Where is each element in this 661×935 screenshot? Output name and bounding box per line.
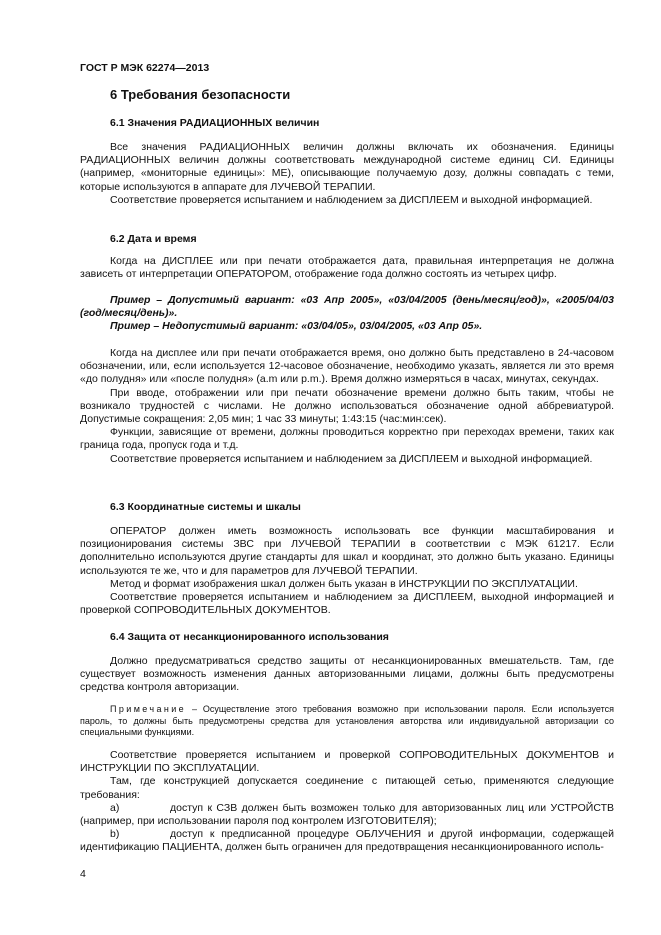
list-item-label: a) — [110, 801, 120, 814]
page-header: ГОСТ Р МЭК 62274—2013 — [80, 62, 210, 74]
paragraph: ОПЕРАТОР должен иметь возможность использовать все функции масштабирования и позиционирования системы ЗВС при ЛУЧЕВОЙ ТЕРАПИИ в соответствии с МЭК 61217. Если дополнительно используются другие стандарты для шкал и координат, это должно быть указано. Единицы используются те же, что и для параметров для ЛУЧЕВОЙ ТЕРАПИИ. — [80, 525, 614, 577]
note-text: – Осуществление этого требования возможно при использовании пароля. Если используется пароль, то должны быть предусмотрены средства для установления авторства или индивидуальной авторизации со специальными функциями. — [80, 704, 614, 738]
section-6-3-title: 6.3 Координатные системы и шкалы — [110, 501, 301, 513]
section-6-4-paragraph — [80, 655, 614, 695]
paragraph: Функции, зависящие от времени, должны проводиться корректно при переходах времени, таких как граница года, пропуск года и т.д. — [80, 426, 614, 452]
paragraph: Соответствие проверяется испытанием и наблюдением за ДИСПЛЕЕМ, выходной информацией и проверкой СОПРОВОДИТЕЛЬНЫХ ДОКУМЕНТОВ. — [80, 591, 614, 617]
list-item-text: доступ к предписанной процедуре ОБЛУЧЕНИЯ и другой информации, содержащей идентификацию ПАЦИЕНТА, должен быть ограничен для предотвращения несанкционированного исполь- — [80, 828, 614, 854]
paragraph: Все значения РАДИАЦИОННЫХ величин должны включать их обозначения. Единицы РАДИАЦИОННЫХ величин должны соответствовать международной системе единиц СИ. Единицы (например, «мониторные единицы»: МЕ), описывающие получаемую дозу, должны совпадать с теми, которые используются в аппарате для ЛУЧЕВОЙ ТЕРАПИИ. — [80, 141, 614, 193]
list-item-text: доступ к СЗВ должен быть возможен только для авторизованных лиц или УСТРОЙСТВ (например, при использовании пароля под контролем ИЗГОТОВИТЕЛЯ); — [80, 801, 614, 828]
list-item — [80, 802, 614, 828]
section-6-4-paragraphs — [80, 749, 614, 855]
paragraph: Метод и формат изображения шкал должен быть указан в ИНСТРУКЦИИ ПО ЭКСПЛУАТАЦИИ. — [110, 577, 578, 590]
paragraph: Когда на ДИСПЛЕЕ или при печати отображается дата, правильная интерпретация не должна зависеть от интерпретации ОПЕРАТОРОМ, отображение года должно состоять из четырех цифр. — [80, 255, 614, 281]
section-6-2-paragraph — [80, 255, 614, 281]
section-6-2-title: 6.2 Дата и время — [110, 233, 197, 245]
example-valid: Пример – Допустимый вариант: «03 Апр 2005», «03/04/2005 (день/месяц/год)», «2005/04/03 (год/месяц/день)». — [80, 294, 614, 320]
note-block — [80, 704, 614, 739]
section-6-4-title: 6.4 Защита от несанкционированного использования — [110, 631, 389, 643]
note-label: Примечание — [110, 704, 187, 714]
list-item-label: b) — [110, 828, 120, 841]
list-item — [80, 828, 614, 854]
paragraph: Соответствие проверяется испытанием и проверкой СОПРОВОДИТЕЛЬНЫХ ДОКУМЕНТОВ и ИНСТРУКЦИИ ПО ЭКСПЛУАТАЦИИ. — [80, 749, 614, 775]
paragraph: Соответствие проверяется испытанием и наблюдением за ДИСПЛЕЕМ и выходной информацией. — [110, 193, 593, 206]
paragraph: Там, где конструкцией допускается соединение с питающей сетью, применяются следующие требования: — [80, 775, 614, 801]
paragraph: Соответствие проверяется испытанием и наблюдением за ДИСПЛЕЕМ и выходной информацией. — [110, 452, 593, 465]
section-6-1-paragraph — [80, 141, 614, 207]
paragraph: При вводе, отображении или при печати обозначение времени должно быть таким, чтобы не возникало трудностей с числами. Не должно использоваться обозначение одной аббревиатурой. Допустимые сокращения: 2,05 мин; 1 час 33 минуты; 1:43:15 (час:мин:сек). — [80, 386, 614, 426]
section-6-3-paragraphs — [80, 525, 614, 617]
section-6-title: 6 Требования безопасности — [110, 87, 291, 102]
section-6-2-paragraphs — [80, 347, 614, 466]
page-number: 4 — [80, 868, 86, 880]
section-6-1-title: 6.1 Значения РАДИАЦИОННЫХ величин — [110, 117, 320, 129]
paragraph: Должно предусматриваться средство защиты от несанкционированных вмешательств. Там, где существует возможность изменения данных авторизованными лицами, должны быть предусмотрены средства контроля авторизации. — [80, 655, 614, 694]
paragraph: Когда на дисплее или при печати отображается время, оно должно быть представлено в 24-часовом обозначении, или, если используется 12-часовое обозначение, необходимо указать, является ли это время «до полудня» или «после полудня» (a.m или p.m.). Время должно измеряться в часах, минутах, секундах. — [80, 347, 614, 386]
example-invalid: Пример – Недопустимый вариант: «03/04/05», 03/04/2005, «03 Апр 05». — [110, 320, 483, 333]
example-block — [80, 294, 614, 334]
